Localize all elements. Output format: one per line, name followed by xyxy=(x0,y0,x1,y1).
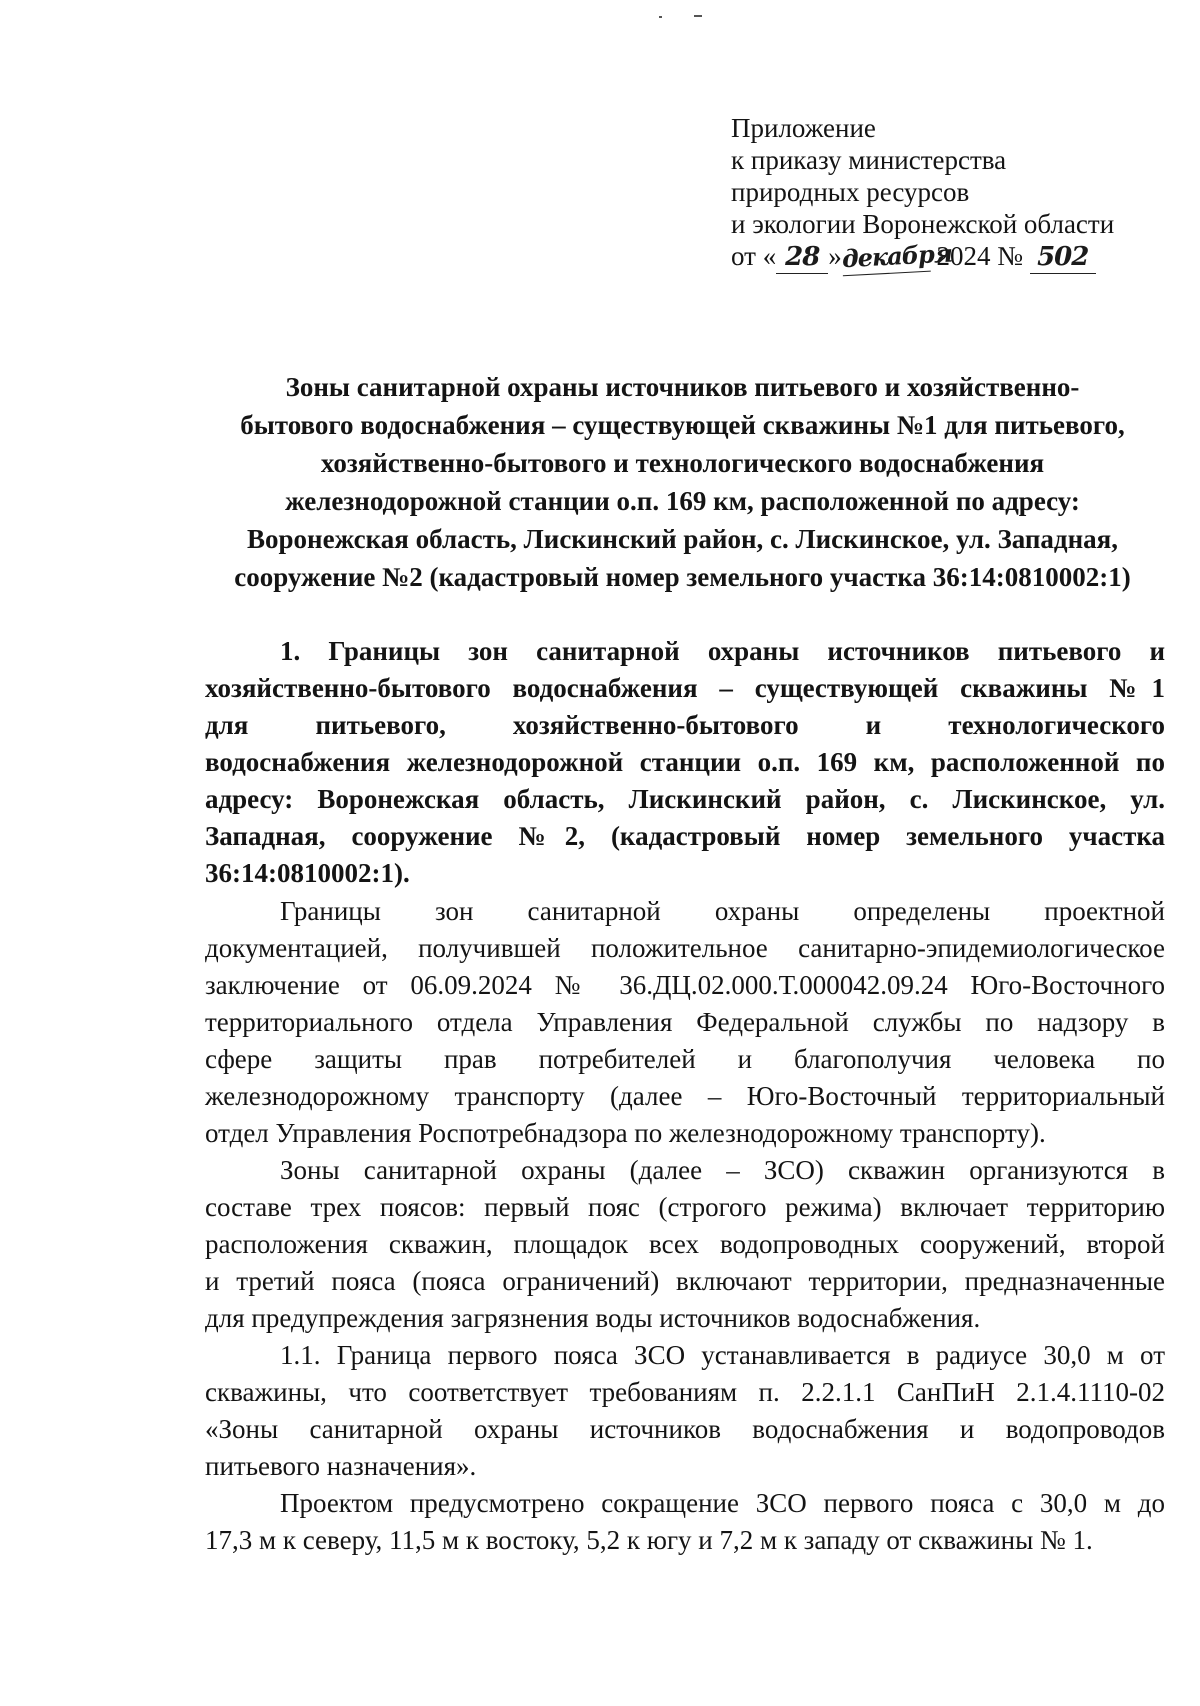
paragraph-line: питьевого назначения». xyxy=(205,1451,477,1481)
title-line: железнодорожной станции о.п. 169 км, расположенной по адресу: xyxy=(285,486,1080,516)
section-line: 1. Границы зон санитарной охраны источников питьевого и xyxy=(280,636,1165,666)
appendix-line: Приложение xyxy=(731,113,876,143)
order-mid: » xyxy=(828,241,842,271)
paragraph-line: Границы зон санитарной охраны определены проектной xyxy=(280,896,1165,926)
document-title xyxy=(200,368,1165,596)
paragraph-line: скважины, что соответствует требованиям п. 2.2.1.1 СанПиН 2.1.4.1110-02 xyxy=(205,1377,1165,1407)
order-year: 2024 № xyxy=(936,241,1023,271)
section-line: водоснабжения железнодорожной станции о.п. 169 км, расположенной по xyxy=(205,747,1165,777)
paragraph-line: для предупреждения загрязнения воды источников водоснабжения. xyxy=(205,1303,981,1333)
appendix-line: природных ресурсов xyxy=(731,177,970,207)
order-prefix: от « xyxy=(731,241,777,271)
section-line: 36:14:0810002:1). xyxy=(205,858,410,888)
scan-artifact xyxy=(694,15,702,17)
order-month-handwritten: декабря xyxy=(841,239,931,277)
appendix-line: к приказу министерства xyxy=(731,145,1007,175)
paragraph-line: 17,3 м к северу, 11,5 м к востоку, 5,2 к югу и 7,2 м к западу от скважины № 1. xyxy=(205,1525,1093,1555)
title-line: сооружение №2 (кадастровый номер земельного участка 36:14:0810002:1) xyxy=(234,562,1131,592)
paragraph-line: расположения скважин, площадок всех водопроводных сооружений, второй xyxy=(205,1229,1165,1259)
order-day-handwritten: 28 xyxy=(776,241,828,274)
paragraph-line: 1.1. Граница первого пояса ЗСО устанавливается в радиусе 30,0 м от xyxy=(280,1340,1165,1370)
title-line: Зоны санитарной охраны источников питьевого и хозяйственно- xyxy=(285,372,1080,402)
paragraph-line: отдел Управления Роспотребнадзора по железнодорожному транспорту). xyxy=(205,1118,1046,1148)
scan-artifact xyxy=(659,16,662,18)
paragraph-line: заключение от 06.09.2024 № 36.ДЦ.02.000.Т.000042.09.24 Юго-Восточного xyxy=(205,970,1165,1000)
paragraph-zones xyxy=(205,1152,1165,1337)
paragraph-line: железнодорожному транспорту (далее – Юго-Восточный территориальный xyxy=(205,1081,1165,1111)
appendix-header xyxy=(731,112,1171,274)
title-line: бытового водоснабжения – существующей скважины №1 для питьевого, xyxy=(240,410,1125,440)
section-line: адресу: Воронежская область, Лискинский район, с. Лискинское, ул. xyxy=(205,784,1165,814)
paragraph-line: и третий пояса (пояса ограничений) включают территории, предназначенные xyxy=(205,1266,1165,1296)
paragraph-line: «Зоны санитарной охраны источников водоснабжения и водопроводов xyxy=(205,1414,1165,1444)
paragraph-boundaries xyxy=(205,893,1165,1152)
section-1-heading xyxy=(205,633,1165,892)
title-line: Воронежская область, Лискинский район, с. Лискинское, ул. Западная, xyxy=(247,524,1118,554)
paragraph-line: составе трех поясов: первый пояс (строгого режима) включает территорию xyxy=(205,1192,1165,1222)
paragraph-line: территориального отдела Управления Федеральной службы по надзору в xyxy=(205,1007,1165,1037)
paragraph-first-belt xyxy=(205,1337,1165,1485)
title-line: хозяйственно-бытового и технологического водоснабжения xyxy=(320,448,1045,478)
paragraph-line: сфере защиты прав потребителей и благополучия человека по xyxy=(205,1044,1165,1074)
paragraph-line: Зоны санитарной охраны (далее – ЗСО) скважин организуются в xyxy=(280,1155,1165,1185)
paragraph-line: документацией, получившей положительное санитарно-эпидемиологическое xyxy=(205,933,1165,963)
section-line: для питьевого, хозяйственно-бытового и технологического xyxy=(205,710,1165,740)
order-date-line xyxy=(731,240,1171,274)
appendix-line: и экологии Воронежской области xyxy=(731,209,1115,239)
section-line: Западная, сооружение №2, (кадастровый номер земельного участка xyxy=(205,821,1165,851)
paragraph-line: Проектом предусмотрено сокращение ЗСО первого пояса с 30,0 м до xyxy=(280,1488,1165,1518)
paragraph-reduction xyxy=(205,1485,1165,1559)
section-line: хозяйственно-бытового водоснабжения – существующей скважины №1 xyxy=(205,673,1165,703)
order-number-handwritten: 502 xyxy=(1030,241,1096,274)
